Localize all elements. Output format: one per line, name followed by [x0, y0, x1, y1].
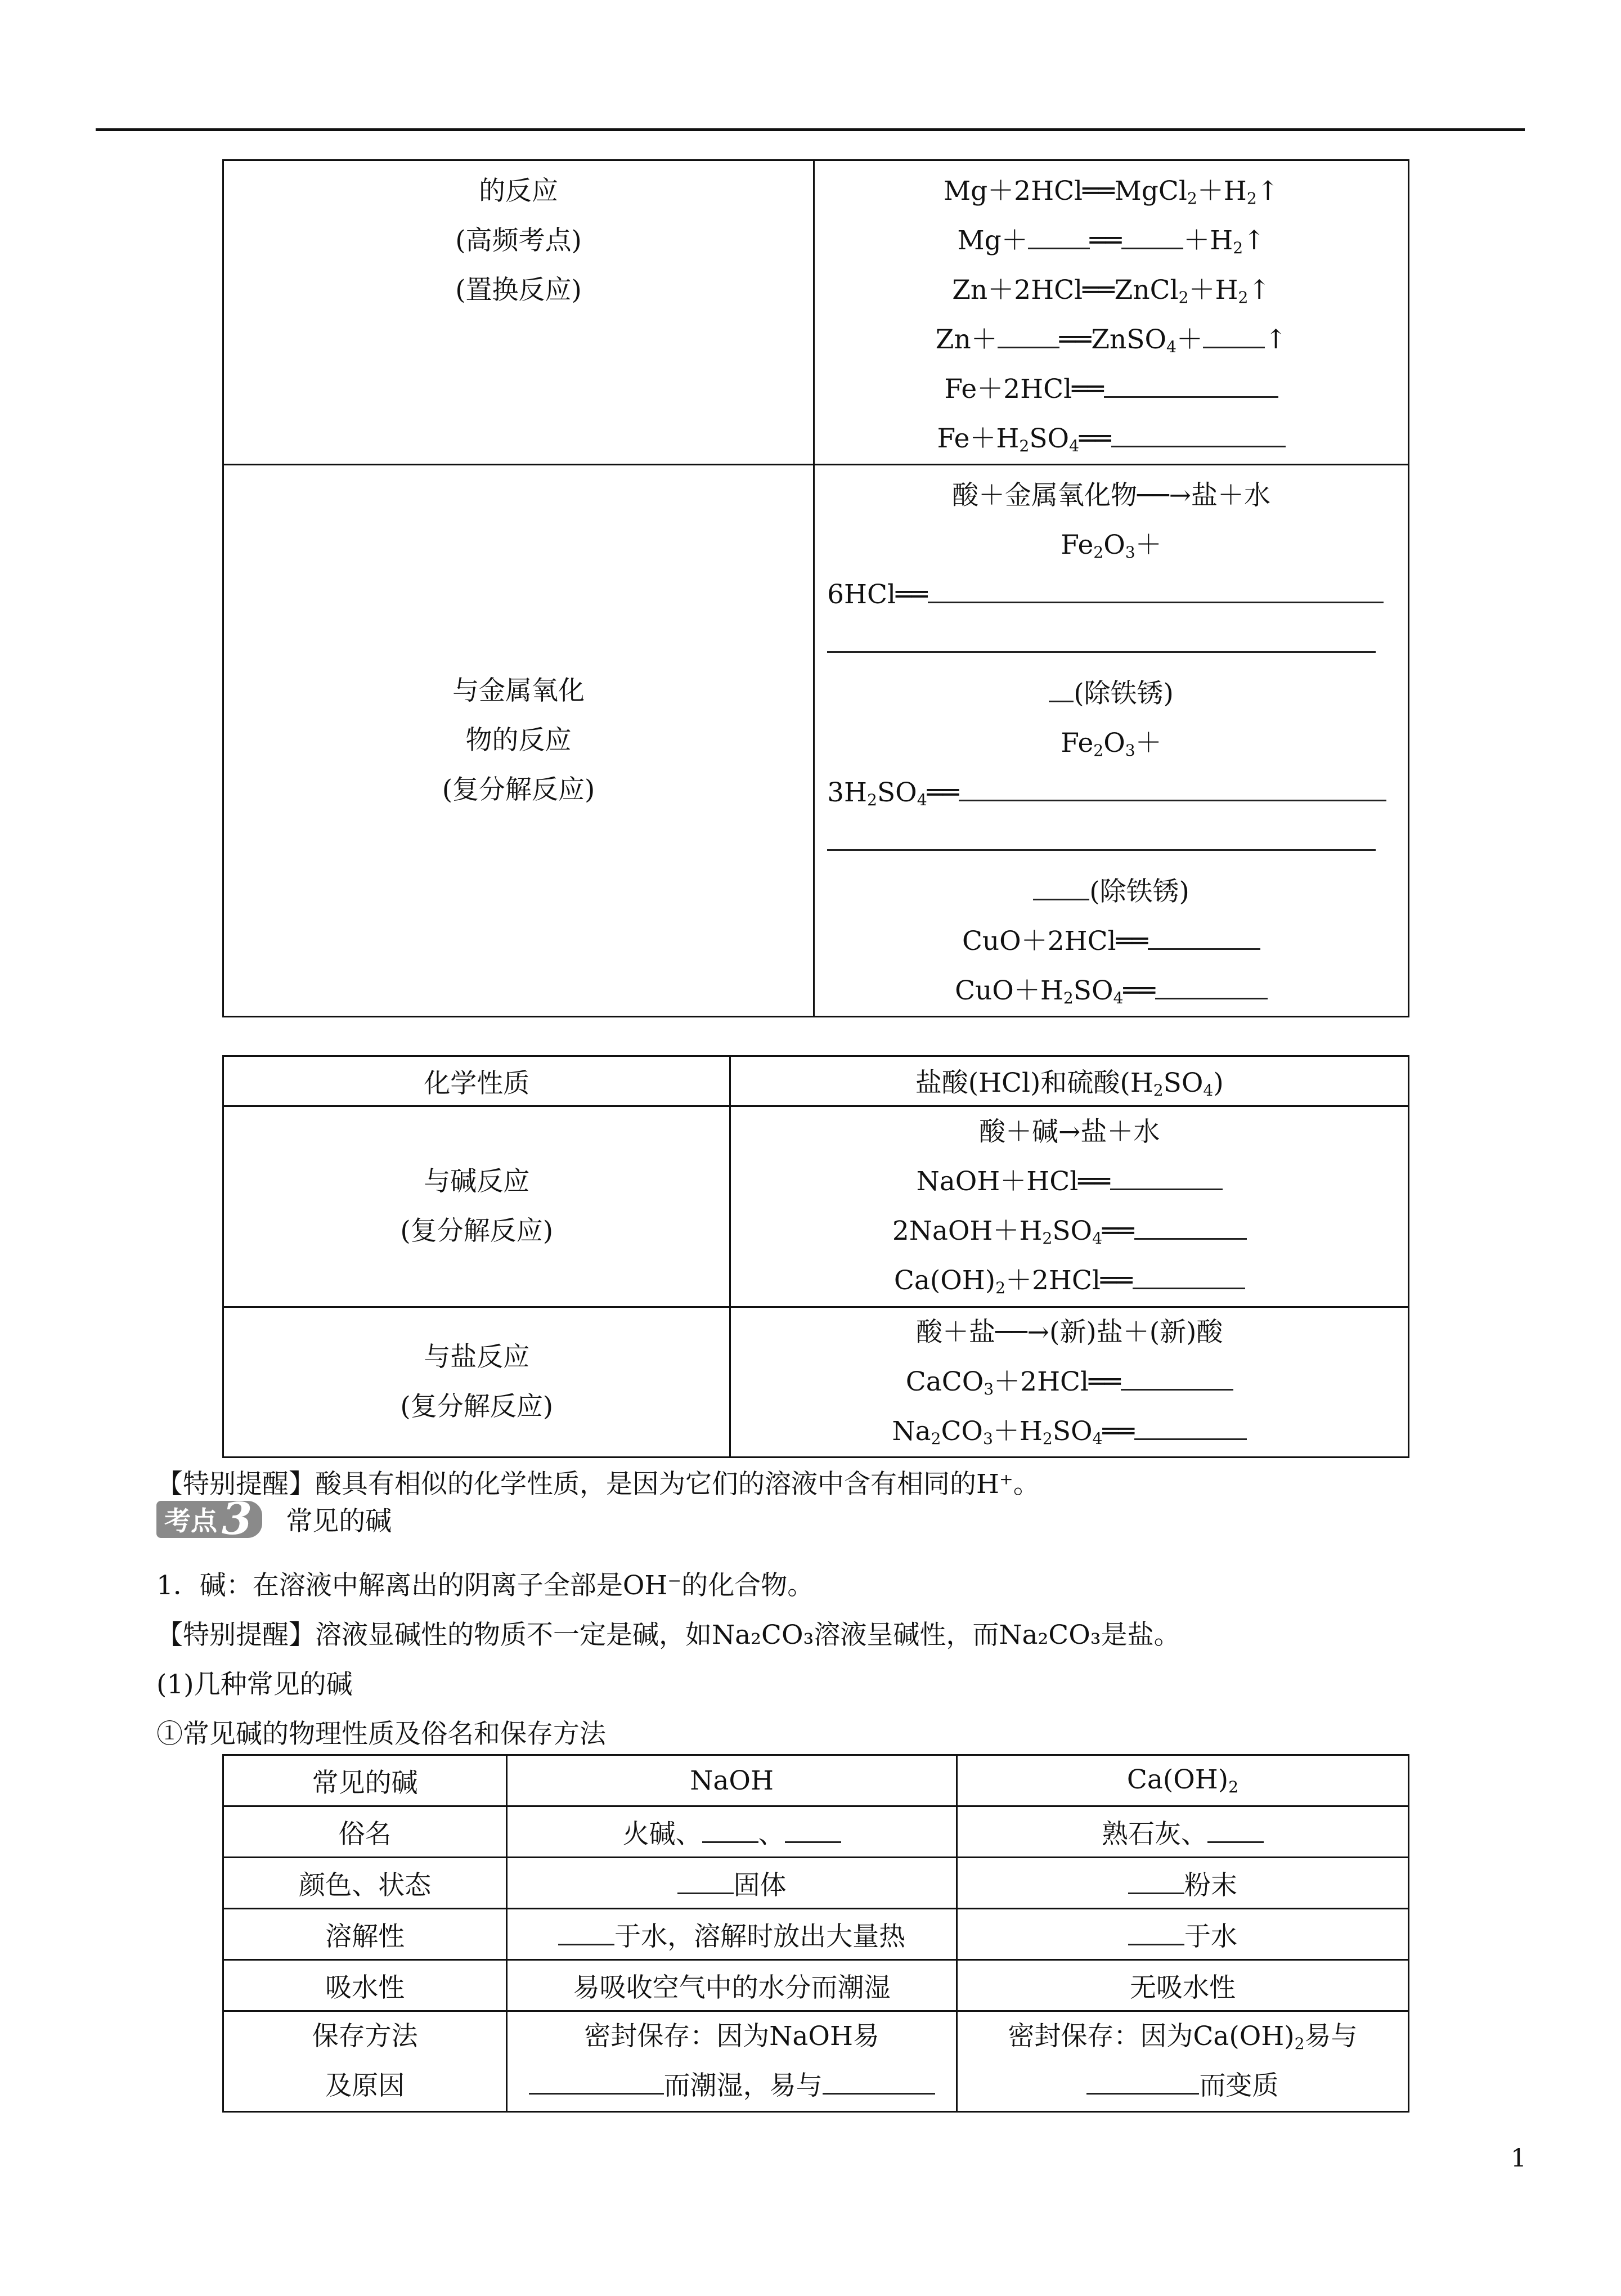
label-line: (复分解反应): [400, 1391, 554, 1422]
table-header-row: [223, 1755, 1409, 1806]
row-label-cell: [223, 2011, 507, 2112]
row-label-cell: 颜色、状态: [223, 1858, 507, 1909]
base-reminder-note: 【特别提醒】溶液显碱性的物质不一定是碱，如Na₂CO₃溶液呈碱性，而Na₂CO₃是盐。: [156, 1620, 1180, 1651]
row-label-cell: [223, 1307, 730, 1458]
equation-cell: [730, 1106, 1409, 1307]
common-bases-table: [222, 1754, 1409, 2113]
row-label-cell: 俗名: [223, 1806, 507, 1858]
equation-line: 酸＋盐──→(新)盐＋(新)酸: [916, 1317, 1223, 1348]
table-row: [223, 1909, 1409, 1960]
equation-line: Fe＋2HCl══: [815, 365, 1408, 414]
table-row: [223, 1307, 1409, 1458]
kaodian-label: 考点: [164, 1506, 217, 1537]
cell-line: 密封保存：因为NaOH易: [584, 2021, 879, 2052]
table-row: [223, 1806, 1409, 1858]
row-label-cell: [223, 160, 814, 465]
label-line: 物的反应: [465, 725, 572, 756]
equation-line: $Na_2CO_3+H_2SO_4══$: [731, 1407, 1408, 1456]
equation-line: 酸＋金属氧化物──→盐＋水: [952, 480, 1271, 511]
label-line: (高频考点): [455, 225, 582, 256]
kaodian-heading: [156, 1494, 392, 1545]
kaodian-number: 3: [222, 1494, 253, 1545]
label-line: (复分解反应): [400, 1216, 554, 1246]
equation-line: $Ca(OH)_2+2HCl══$: [731, 1256, 1408, 1306]
equation-line: NaOH＋HCl══: [731, 1157, 1408, 1207]
acid-reaction-table-1: [222, 159, 1409, 1017]
equation-line: Zn＋ ══ZnSO$_4$＋ ↑: [815, 315, 1408, 365]
cell-line: 密封保存：因为$Ca(OH)_2$易与: [1008, 2021, 1358, 2053]
label-line: 与盐反应: [424, 1342, 530, 1373]
equation-cell: [814, 160, 1409, 465]
equation-line: $CuO+H_2SO_4══$: [815, 966, 1408, 1016]
equation-line: 6HCl══: [815, 570, 1408, 620]
equation-line: $Fe_2O_3+$: [1061, 530, 1162, 562]
table-cell: 火碱、 、: [507, 1806, 957, 1858]
label-line: 与碱反应: [424, 1166, 530, 1197]
label-line: 的反应: [479, 176, 559, 207]
row-label-cell: [223, 1106, 730, 1307]
table-row: [223, 160, 1409, 465]
equation-line: $Fe+H_2SO_4══$: [815, 414, 1408, 464]
header-cell: $Ca(OH)_2$: [957, 1755, 1408, 1806]
header-cell: 化学性质: [223, 1056, 730, 1106]
equation-line: $3H_2SO_4══$: [815, 768, 1408, 818]
table-row: [223, 1106, 1409, 1307]
header-cell: NaOH: [507, 1755, 957, 1806]
equation-line: $2NaOH+H_2SO_4══$: [731, 1207, 1408, 1256]
equation-line: $Fe_2O_3+$: [1061, 728, 1162, 760]
equation-line: (除铁锈): [815, 867, 1408, 917]
row-label-cell: 溶解性: [223, 1909, 507, 1960]
subsection-heading: ①常见碱的物理性质及俗名和保存方法: [156, 1719, 606, 1750]
table-cell: 于水，溶解时放出大量热: [507, 1909, 957, 1960]
row-label-cell: [223, 465, 814, 1017]
kaodian-title: 常见的碱: [286, 1506, 392, 1537]
table-row: [223, 1858, 1409, 1909]
acid-reminder-note: 【特别提醒】酸具有相似的化学性质，是因为它们的溶液中含有相同的H⁺。: [156, 1469, 1040, 1500]
page-number: 1: [1511, 2144, 1526, 2173]
label-line: (复分解反应): [442, 774, 595, 805]
table-cell: [957, 2011, 1408, 2112]
table-row: [223, 465, 1409, 1017]
equation-line: $Zn+2HCl══ZnCl_2+H_2↑$: [952, 275, 1270, 307]
table-cell: [507, 2011, 957, 2112]
equation-blank-line: [815, 620, 1408, 669]
cell-line: 而潮湿，易与: [508, 2061, 956, 2111]
equation-line: 酸＋碱→盐＋水: [979, 1116, 1160, 1147]
table-cell: 固体: [507, 1858, 957, 1909]
base-definition: 1．碱：在溶液中解离出的阴离子全部是OH⁻的化合物。: [156, 1570, 814, 1601]
equation-cell: [730, 1307, 1409, 1458]
subsection-heading: (1)几种常见的碱: [156, 1669, 353, 1700]
equation-line: CaCO$_3$＋2HCl══: [731, 1357, 1408, 1407]
label-line: 与金属氧化: [452, 675, 585, 706]
table-row: [223, 2011, 1409, 2112]
table-header-row: [223, 1056, 1409, 1106]
label-line: 保存方法: [312, 2021, 418, 2052]
equation-cell: [814, 465, 1409, 1017]
table-cell: 粉末: [957, 1858, 1408, 1909]
acid-reaction-table-2: [222, 1055, 1409, 1458]
row-label-cell: 吸水性: [223, 1960, 507, 2011]
table-cell: 熟石灰、: [957, 1806, 1408, 1858]
label-line: 及原因: [325, 2070, 405, 2101]
header-cell: 常见的碱: [223, 1755, 507, 1806]
table-cell: 易吸收空气中的水分而潮湿: [507, 1960, 957, 2011]
label-line: (置换反应): [455, 275, 582, 306]
equation-line: (除铁锈): [815, 669, 1408, 719]
table-cell: 无吸水性: [957, 1960, 1408, 2011]
header-rule: [96, 128, 1525, 131]
equation-line: CuO＋2HCl══: [815, 917, 1408, 966]
equation-blank-line: [815, 818, 1408, 867]
table-cell: 于水: [957, 1909, 1408, 1960]
table-row: [223, 1960, 1409, 2011]
cell-line: 而变质: [958, 2061, 1408, 2111]
kaodian-badge: [156, 1494, 262, 1545]
equation-line: $Mg+2HCl══MgCl_2+H_2↑$: [943, 176, 1279, 208]
equation-line: Mg＋ ══ $+H_2↑$: [815, 216, 1408, 266]
header-cell: 盐酸(HCl)和硫酸$(H_2SO_4)$: [730, 1056, 1409, 1106]
